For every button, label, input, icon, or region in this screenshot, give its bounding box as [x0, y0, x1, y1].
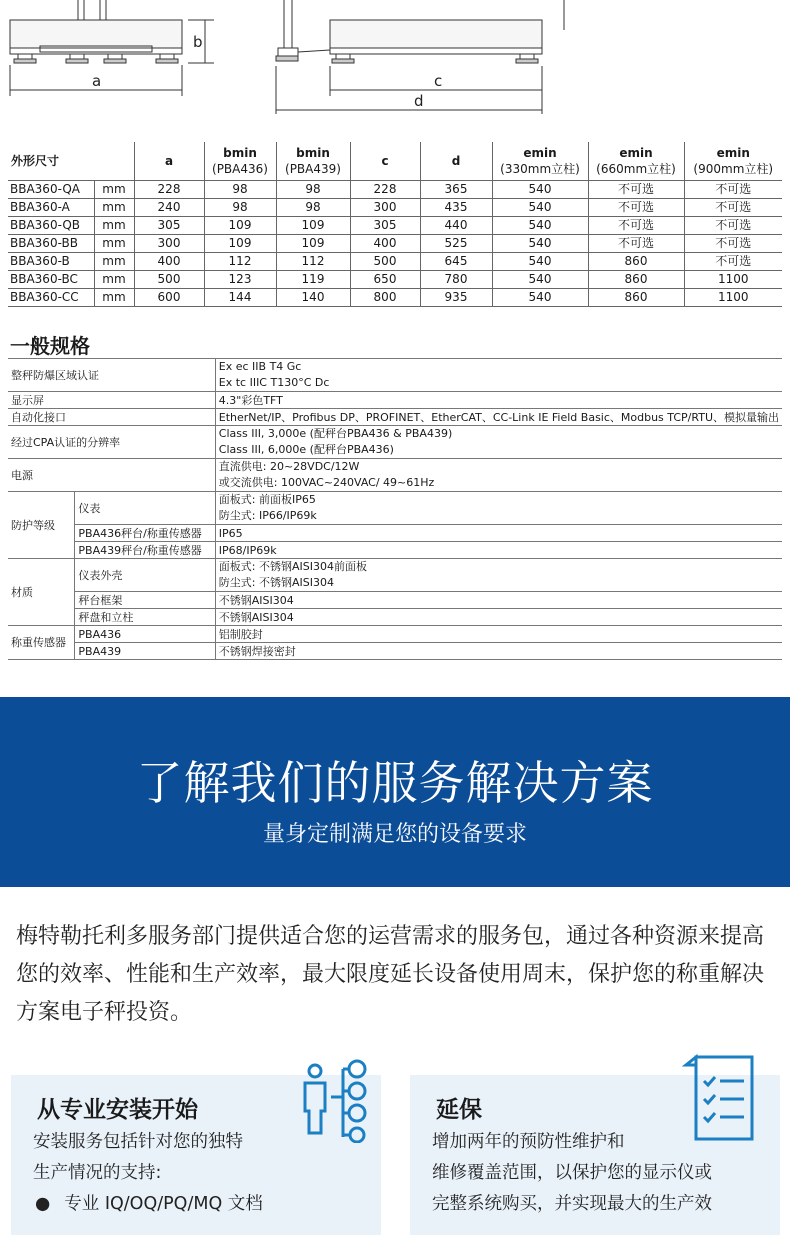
card-warranty-line1: 增加两年的预防性维护和	[432, 1132, 625, 1152]
value-cell: 400	[350, 235, 420, 253]
value-cell: 500	[134, 271, 204, 289]
value-cell: 540	[492, 235, 588, 253]
card-extended-warranty	[410, 1075, 780, 1235]
col-header-emin-330: emin (330mm立柱)	[492, 142, 588, 181]
spec-row-material-housing: 材质 仪表外壳 面板式: 不锈钢AISI304前面板 防尘式: 不锈钢AISI304	[8, 559, 782, 592]
card-warranty-line3: 完整系统购买，并实现最大的生产效	[432, 1194, 712, 1214]
col-header-d: d	[420, 142, 492, 181]
spec-row-ip-meter: 防护等级 仪表 面板式: 前面板IP65 防尘式: IP66/IP69k	[8, 492, 782, 525]
value-cell: 228	[134, 181, 204, 199]
value-cell: 860	[588, 289, 684, 307]
value-cell: mm	[94, 181, 134, 199]
dimensions-row	[8, 217, 782, 235]
value-cell: 650	[350, 271, 420, 289]
col-header-emin-900: emin (900mm立柱)	[684, 142, 782, 181]
dimensions-body	[8, 181, 782, 307]
value-cell: 1100	[684, 289, 782, 307]
dimension-diagram	[0, 0, 790, 130]
value-cell: 140	[276, 289, 350, 307]
value-cell: 540	[492, 289, 588, 307]
value-cell: mm	[94, 199, 134, 217]
service-banner	[0, 697, 790, 887]
value-cell: 800	[350, 289, 420, 307]
card-installation-bullet: ● 专业 IQ/OQ/PQ/MQ 文档	[35, 1194, 263, 1214]
value-cell: mm	[94, 217, 134, 235]
value-cell: 435	[420, 199, 492, 217]
card-installation-title: 从专业安装开始	[37, 1097, 198, 1123]
value-cell: 540	[492, 217, 588, 235]
model-cell: BBA360-CC	[8, 289, 94, 307]
col-header-emin-660: emin (660mm立柱)	[588, 142, 684, 181]
label-d: d	[414, 92, 424, 110]
card-warranty-title: 延保	[436, 1097, 482, 1123]
dimensions-header-row	[8, 142, 782, 181]
value-cell: mm	[94, 235, 134, 253]
spec-row-material-frame: 秤台框架 不锈钢AISI304	[8, 592, 782, 609]
value-cell: 不可选	[588, 217, 684, 235]
card-installation-line2: 生产情况的支持:	[33, 1163, 162, 1183]
value-cell: 98	[204, 199, 276, 217]
dimensions-row	[8, 271, 782, 289]
col-header-bmin-436: bmin (PBA436)	[204, 142, 276, 181]
col-header-c: c	[350, 142, 420, 181]
dimensions-row	[8, 253, 782, 271]
person-org-chart-icon	[295, 1053, 375, 1143]
value-cell: 300	[134, 235, 204, 253]
card-installation-line1: 安装服务包括针对您的独特	[33, 1132, 243, 1152]
spec-row-material-pan: 秤盘和立柱 不锈钢AISI304	[8, 609, 782, 626]
spec-row-power: 电源 直流供电: 20~28VDC/12W 或交流供电: 100VAC~240VAC/ 49~61Hz	[8, 459, 782, 492]
value-cell: 500	[350, 253, 420, 271]
value-cell: 109	[204, 217, 276, 235]
value-cell: 不可选	[588, 199, 684, 217]
spec-row-automation: 自动化接口 EtherNet/IP、Profibus DP、PROFINET、EtherCAT、CC-Link IE Field Basic、Modbus TCP/RTU、模拟量输出	[8, 409, 782, 426]
value-cell: 109	[276, 217, 350, 235]
value-cell: 112	[204, 253, 276, 271]
value-cell: 112	[276, 253, 350, 271]
dimensions-table	[8, 142, 782, 307]
banner-title: 了解我们的服务解决方案	[136, 756, 654, 810]
value-cell: 780	[420, 271, 492, 289]
col-header-size: 外形尺寸	[8, 142, 134, 181]
value-cell: 98	[204, 181, 276, 199]
value-cell: 305	[350, 217, 420, 235]
spec-row-display: 显示屏 4.3"彩色TFT	[8, 392, 782, 409]
col-header-bmin-439: bmin (PBA439)	[276, 142, 350, 181]
spec-row-hazard: 整秤防爆区域认证 Ex ec IIB T4 Gc Ex tc IIIC T130°C Dc	[8, 359, 782, 392]
spec-row-cpa: 经过CPA认证的分辨率 Class III, 3,000e (配秤台PBA436 & PBA439) Class III, 6,000e (配秤台PBA436)	[8, 426, 782, 459]
value-cell: 440	[420, 217, 492, 235]
spec-row-ip-436: PBA436秤台/称重传感器 IP65	[8, 525, 782, 542]
spec-row-ip-439: PBA439秤台/称重传感器 IP68/IP69k	[8, 542, 782, 559]
value-cell: 935	[420, 289, 492, 307]
banner-subtitle: 量身定制满足您的设备要求	[262, 822, 527, 847]
value-cell: 不可选	[684, 217, 782, 235]
card-installation	[11, 1075, 381, 1235]
value-cell: 不可选	[684, 235, 782, 253]
value-cell: 600	[134, 289, 204, 307]
intro-paragraph: 梅特勒托利多服务部门提供适合您的运营需求的服务包，通过各种资源来提高您的效率、性能和生产效率，最大限度延长设备使用周末，保护您的称重解决方案电子秤投资。	[16, 924, 765, 1025]
value-cell: 144	[204, 289, 276, 307]
dimensions-row	[8, 199, 782, 217]
value-cell: 123	[204, 271, 276, 289]
model-cell: BBA360-A	[8, 199, 94, 217]
model-cell: BBA360-BB	[8, 235, 94, 253]
value-cell: 不可选	[588, 181, 684, 199]
value-cell: 400	[134, 253, 204, 271]
value-cell: 305	[134, 217, 204, 235]
value-cell: mm	[94, 289, 134, 307]
model-cell: BBA360-B	[8, 253, 94, 271]
value-cell: mm	[94, 271, 134, 289]
dimensions-row	[8, 181, 782, 199]
value-cell: 525	[420, 235, 492, 253]
value-cell: 860	[588, 271, 684, 289]
value-cell: 540	[492, 253, 588, 271]
value-cell: 不可选	[684, 199, 782, 217]
value-cell: 109	[276, 235, 350, 253]
value-cell: 109	[204, 235, 276, 253]
section-title-general-specs: 一般规格	[10, 334, 90, 358]
value-cell: 不可选	[684, 181, 782, 199]
model-cell: BBA360-QA	[8, 181, 94, 199]
label-b: b	[193, 33, 203, 51]
value-cell: 240	[134, 199, 204, 217]
label-a: a	[92, 72, 102, 90]
value-cell: 不可选	[588, 235, 684, 253]
col-header-a: a	[134, 142, 204, 181]
value-cell: 540	[492, 271, 588, 289]
value-cell: 300	[350, 199, 420, 217]
value-cell: 不可选	[684, 253, 782, 271]
value-cell: 1100	[684, 271, 782, 289]
spec-row-loadcell-439: PBA439 不锈钢焊接密封	[8, 643, 782, 660]
value-cell: mm	[94, 253, 134, 271]
label-c: c	[434, 72, 443, 90]
value-cell: 860	[588, 253, 684, 271]
model-cell: BBA360-BC	[8, 271, 94, 289]
card-warranty-line2: 维修覆盖范围，以保护您的显示仪或	[432, 1163, 712, 1183]
value-cell: 119	[276, 271, 350, 289]
value-cell: 98	[276, 199, 350, 217]
value-cell: 365	[420, 181, 492, 199]
value-cell: 228	[350, 181, 420, 199]
value-cell: 540	[492, 199, 588, 217]
value-cell: 645	[420, 253, 492, 271]
dimensions-row	[8, 289, 782, 307]
value-cell: 540	[492, 181, 588, 199]
specs-table	[8, 358, 782, 660]
value-cell: 98	[276, 181, 350, 199]
dimensions-row	[8, 235, 782, 253]
spec-row-loadcell-436: 称重传感器 PBA436 铝制胶封	[8, 626, 782, 643]
model-cell: BBA360-QB	[8, 217, 94, 235]
checklist-document-icon	[682, 1053, 758, 1145]
